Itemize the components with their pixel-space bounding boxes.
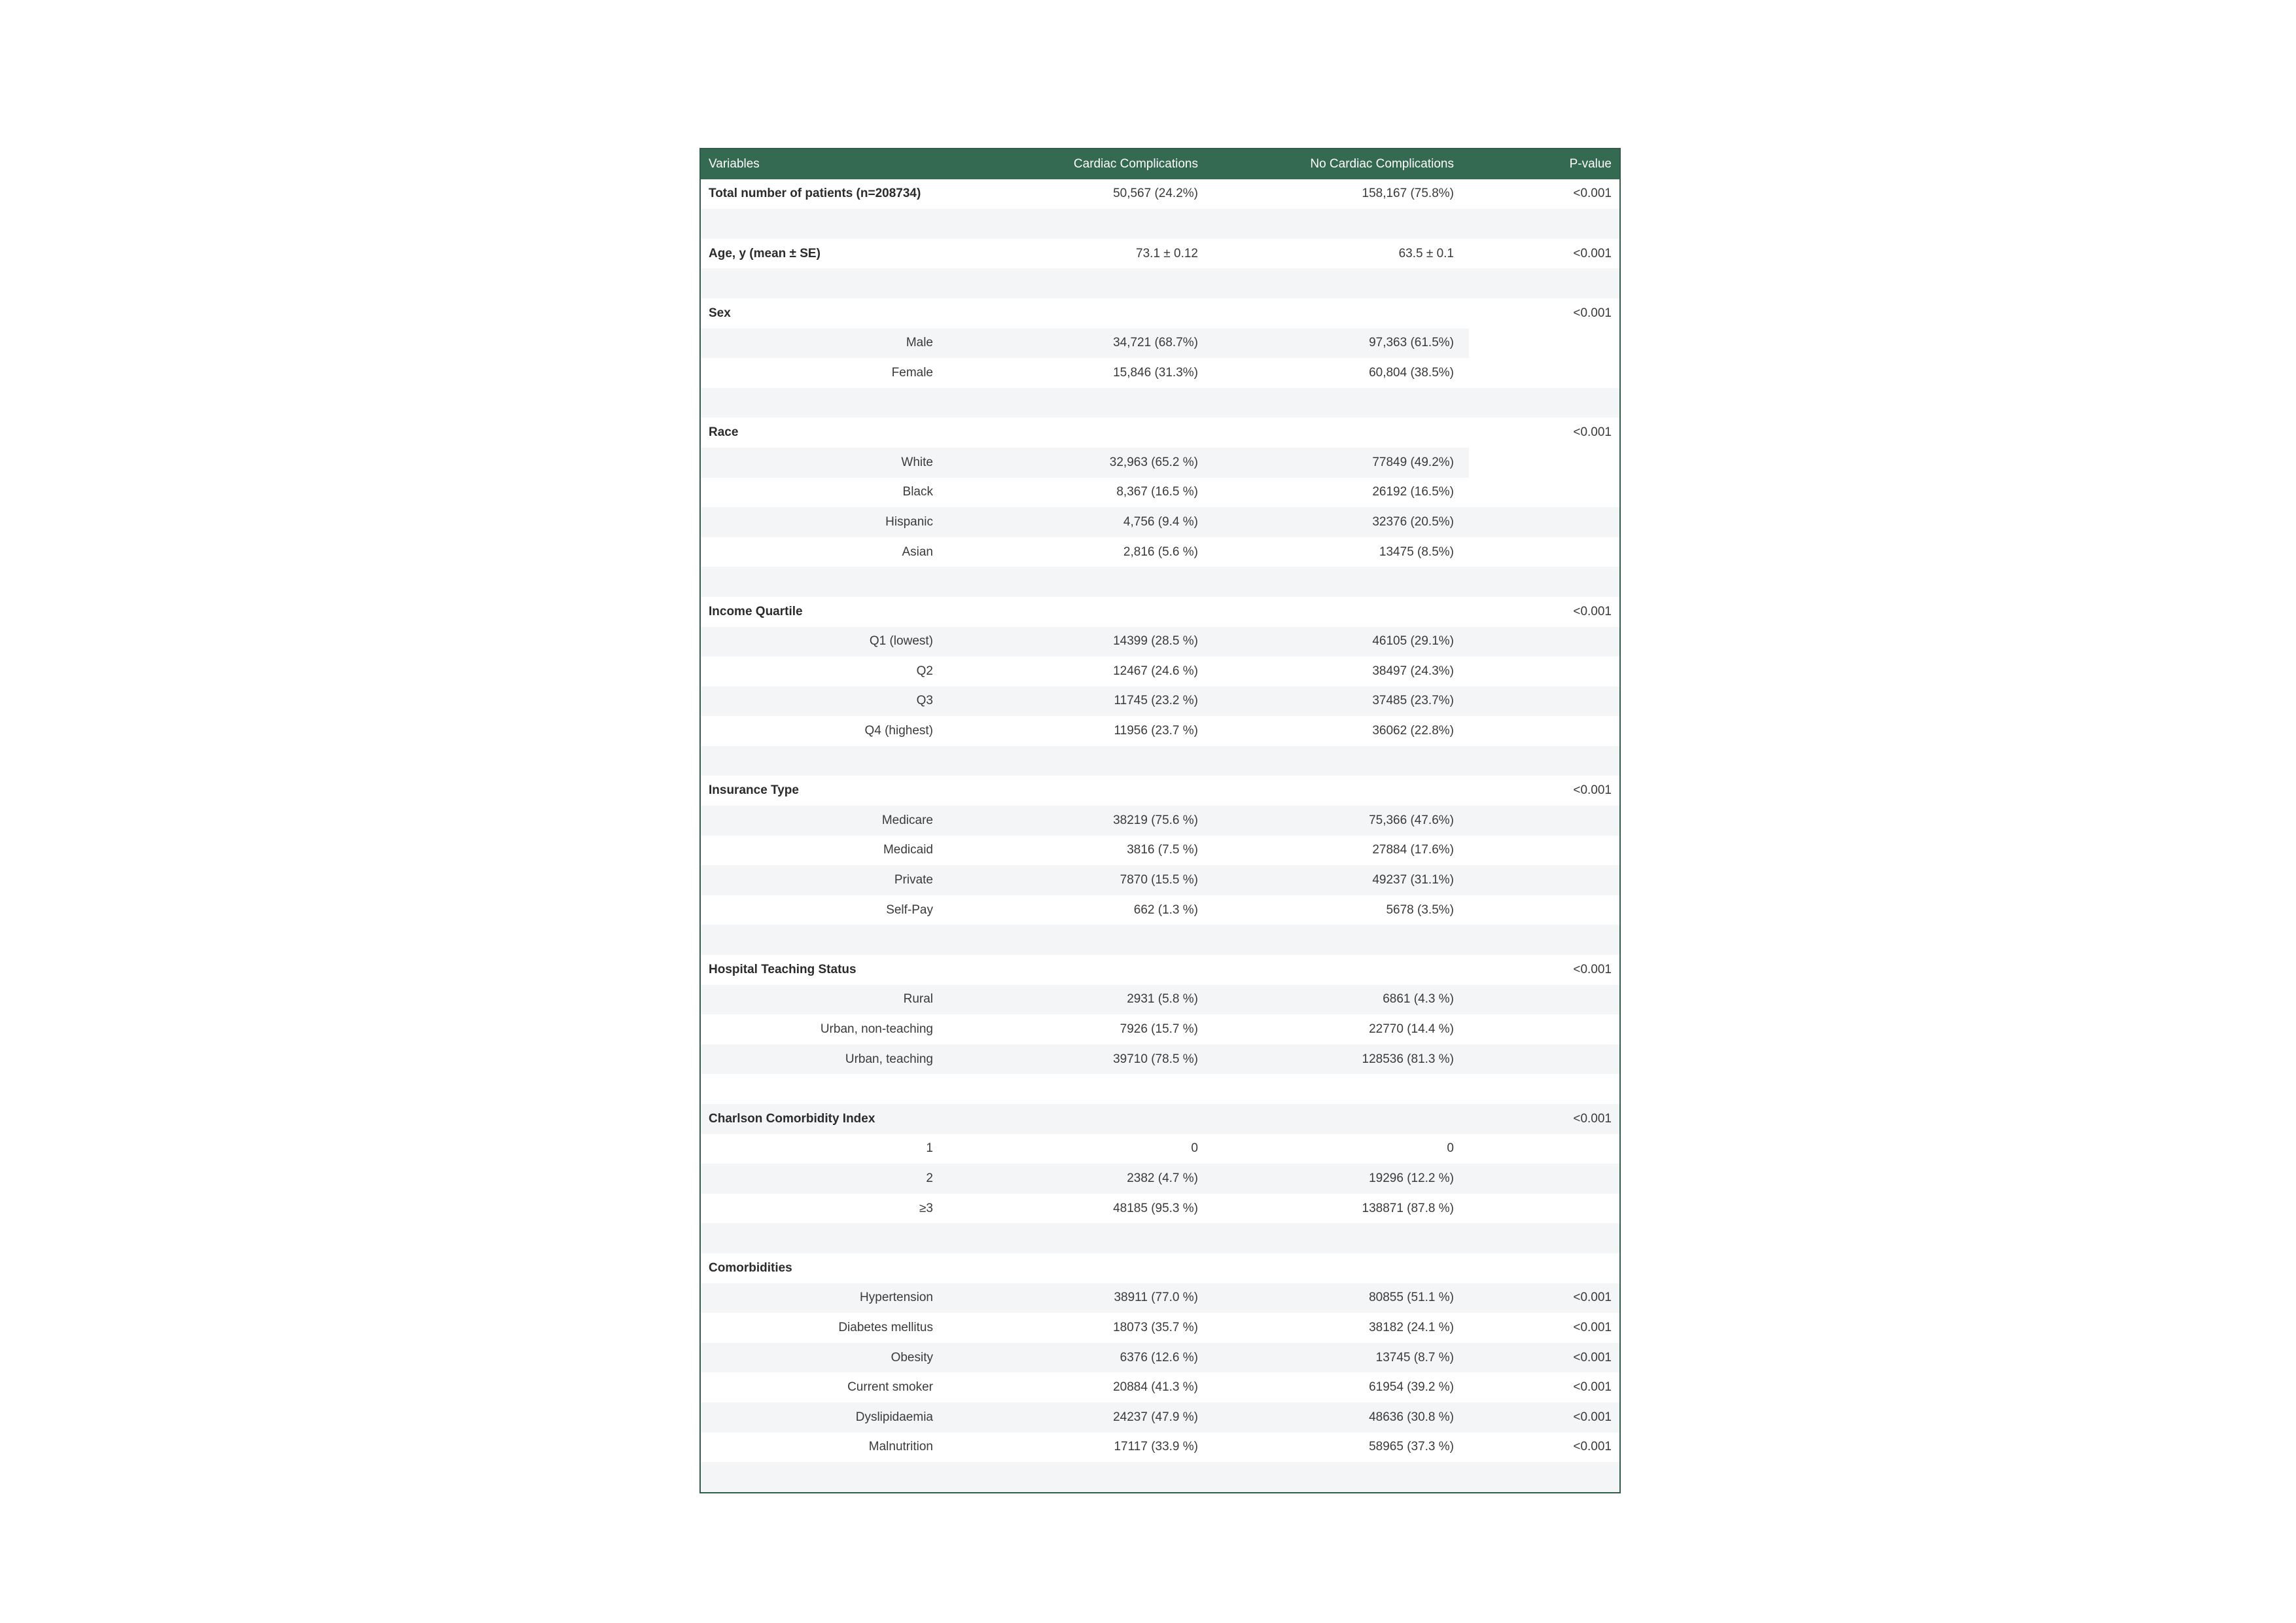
spacer-row xyxy=(701,209,1619,239)
section-row xyxy=(701,597,1619,627)
spacer-row xyxy=(701,1074,1619,1104)
header-p-value: P-value xyxy=(1569,156,1612,171)
p-value: <0.001 xyxy=(1573,246,1612,260)
p-value: <0.001 xyxy=(1573,1440,1612,1454)
no-cardiac-value: 80855 (51.1 %) xyxy=(1369,1291,1454,1305)
cardiac-value: 2931 (5.8 %) xyxy=(1127,992,1198,1007)
variable-label: Q1 (lowest) xyxy=(869,634,933,649)
variable-label: Private xyxy=(894,873,933,887)
table-row xyxy=(701,507,1619,537)
variable-label: 1 xyxy=(926,1141,933,1156)
table-row xyxy=(701,1313,1619,1343)
cardiac-value: 4,756 (9.4 %) xyxy=(1123,514,1198,529)
cardiac-value: 34,721 (68.7%) xyxy=(1113,336,1198,350)
no-cardiac-value: 60,804 (38.5%) xyxy=(1369,365,1454,380)
spacer-row xyxy=(701,1462,1619,1492)
variable-label: Female xyxy=(891,365,933,380)
p-value: <0.001 xyxy=(1573,962,1612,976)
table-row xyxy=(701,656,1619,687)
no-cardiac-value: 38497 (24.3%) xyxy=(1372,664,1454,678)
cardiac-value: 0 xyxy=(1191,1141,1198,1156)
table-header-row xyxy=(701,149,1619,179)
cardiac-value: 50,567 (24.2%) xyxy=(1113,187,1198,201)
cardiac-value: 32,963 (65.2 %) xyxy=(1109,455,1198,469)
no-cardiac-value: 158,167 (75.8%) xyxy=(1362,187,1454,201)
variable-label: Obesity xyxy=(891,1350,933,1364)
cardiac-value: 38219 (75.6 %) xyxy=(1113,813,1198,827)
cardiac-value: 7926 (15.7 %) xyxy=(1120,1022,1198,1037)
cardiac-value: 2382 (4.7 %) xyxy=(1127,1171,1198,1185)
variable-label: Hypertension xyxy=(860,1291,933,1305)
table-row xyxy=(701,1164,1619,1194)
no-cardiac-value: 77849 (49.2%) xyxy=(1372,455,1454,469)
cardiac-value: 17117 (33.9 %) xyxy=(1114,1440,1198,1454)
patient-characteristics-table xyxy=(699,148,1621,1493)
spacer-row xyxy=(701,388,1619,418)
no-cardiac-value: 38182 (24.1 %) xyxy=(1369,1320,1454,1334)
cardiac-value: 20884 (41.3 %) xyxy=(1113,1380,1198,1395)
cardiac-value: 48185 (95.3 %) xyxy=(1113,1201,1198,1215)
cardiac-value: 6376 (12.6 %) xyxy=(1120,1350,1198,1364)
section-label: Total number of patients (n=208734) xyxy=(709,187,921,201)
cardiac-value: 11745 (23.2 %) xyxy=(1114,694,1198,708)
header-cardiac-complications: Cardiac Complications xyxy=(1073,156,1198,171)
table-row xyxy=(701,1014,1619,1044)
cardiac-value: 15,846 (31.3%) xyxy=(1113,365,1198,380)
no-cardiac-value: 5678 (3.5%) xyxy=(1386,902,1454,917)
section-label: Hospital Teaching Status xyxy=(709,962,857,976)
header-no-cardiac-complications: No Cardiac Complications xyxy=(1310,156,1454,171)
section-label: Age, y (mean ± SE) xyxy=(709,246,821,260)
no-cardiac-value: 63.5 ± 0.1 xyxy=(1398,246,1454,260)
section-row xyxy=(701,955,1619,985)
variable-label: Black xyxy=(902,485,933,499)
table-row xyxy=(701,865,1619,895)
spacer-row xyxy=(701,925,1619,955)
p-value: <0.001 xyxy=(1573,604,1612,618)
cardiac-value: 8,367 (16.5 %) xyxy=(1116,485,1198,499)
variable-label: Hispanic xyxy=(885,514,933,529)
p-value: <0.001 xyxy=(1573,425,1612,440)
table-row xyxy=(701,895,1619,925)
section-row xyxy=(701,239,1619,269)
no-cardiac-value: 37485 (23.7%) xyxy=(1372,694,1454,708)
section-label: Insurance Type xyxy=(709,783,799,798)
table-row xyxy=(701,1343,1619,1373)
variable-label: Urban, non-teaching xyxy=(820,1022,933,1037)
cardiac-value: 662 (1.3 %) xyxy=(1133,902,1198,917)
no-cardiac-value: 13475 (8.5%) xyxy=(1379,544,1454,559)
cardiac-value: 14399 (28.5 %) xyxy=(1113,634,1198,649)
no-cardiac-value: 36062 (22.8%) xyxy=(1372,724,1454,738)
variable-label: Urban, teaching xyxy=(845,1052,933,1066)
cardiac-value: 7870 (15.5 %) xyxy=(1120,873,1198,887)
no-cardiac-value: 128536 (81.3 %) xyxy=(1362,1052,1454,1066)
p-value: <0.001 xyxy=(1573,1350,1612,1364)
cardiac-value: 24237 (47.9 %) xyxy=(1113,1410,1198,1424)
variable-label: Current smoker xyxy=(847,1380,933,1395)
cardiac-value: 2,816 (5.6 %) xyxy=(1123,544,1198,559)
cardiac-value: 11956 (23.7 %) xyxy=(1114,724,1198,738)
no-cardiac-value: 13745 (8.7 %) xyxy=(1375,1350,1454,1364)
table-row xyxy=(701,329,1619,359)
cardiac-value: 73.1 ± 0.12 xyxy=(1136,246,1198,260)
p-value: <0.001 xyxy=(1573,1320,1612,1334)
cardiac-value: 39710 (78.5 %) xyxy=(1113,1052,1198,1066)
cardiac-value: 38911 (77.0 %) xyxy=(1114,1291,1198,1305)
section-label: Charlson Comorbidity Index xyxy=(709,1111,875,1126)
no-cardiac-value: 32376 (20.5%) xyxy=(1372,514,1454,529)
spacer-row xyxy=(701,746,1619,776)
spacer-row xyxy=(701,567,1619,597)
table-row xyxy=(701,1402,1619,1433)
variable-label: Medicaid xyxy=(883,843,933,857)
no-cardiac-value: 138871 (87.8 %) xyxy=(1362,1201,1454,1215)
table-row xyxy=(701,358,1619,388)
no-cardiac-value: 97,363 (61.5%) xyxy=(1369,336,1454,350)
variable-label: Male xyxy=(906,336,933,350)
variable-label: Malnutrition xyxy=(868,1440,933,1454)
table-row xyxy=(701,1194,1619,1224)
cardiac-value: 12467 (24.6 %) xyxy=(1113,664,1198,678)
table-row xyxy=(701,448,1619,478)
p-value: <0.001 xyxy=(1573,783,1612,798)
p-value: <0.001 xyxy=(1573,1410,1612,1424)
table-row xyxy=(701,537,1619,567)
section-label: Comorbidities xyxy=(709,1260,792,1275)
table-row xyxy=(701,1044,1619,1075)
no-cardiac-value: 46105 (29.1%) xyxy=(1372,634,1454,649)
variable-label: Q2 xyxy=(916,664,933,678)
section-label: Income Quartile xyxy=(709,604,803,618)
no-cardiac-value: 22770 (14.4 %) xyxy=(1369,1022,1454,1037)
p-value: <0.001 xyxy=(1573,1111,1612,1126)
cardiac-value: 3816 (7.5 %) xyxy=(1127,843,1198,857)
table-row xyxy=(701,478,1619,508)
variable-label: Q4 (highest) xyxy=(864,724,933,738)
table-row xyxy=(701,627,1619,657)
variable-label: Q3 xyxy=(916,694,933,708)
spacer-row xyxy=(701,268,1619,298)
no-cardiac-value: 48636 (30.8 %) xyxy=(1369,1410,1454,1424)
variable-label: Medicare xyxy=(881,813,933,827)
table-body xyxy=(701,179,1619,1492)
variable-label: Diabetes mellitus xyxy=(838,1320,933,1334)
section-row xyxy=(701,1104,1619,1134)
no-cardiac-value: 0 xyxy=(1447,1141,1454,1156)
no-cardiac-value: 19296 (12.2 %) xyxy=(1369,1171,1454,1185)
variable-label: Rural xyxy=(903,992,933,1007)
no-cardiac-value: 49237 (31.1%) xyxy=(1372,873,1454,887)
variable-label: White xyxy=(901,455,933,469)
table-row xyxy=(701,985,1619,1015)
table-row xyxy=(701,716,1619,746)
no-cardiac-value: 75,366 (47.6%) xyxy=(1369,813,1454,827)
spacer-row xyxy=(701,1223,1619,1253)
variable-label: 2 xyxy=(926,1171,933,1185)
section-row xyxy=(701,298,1619,329)
variable-label: ≥3 xyxy=(919,1201,933,1215)
section-row xyxy=(701,418,1619,448)
cardiac-value: 18073 (35.7 %) xyxy=(1113,1320,1198,1334)
table-row xyxy=(701,806,1619,836)
section-row xyxy=(701,179,1619,209)
section-label: Sex xyxy=(709,306,731,320)
no-cardiac-value: 58965 (37.3 %) xyxy=(1369,1440,1454,1454)
p-value: <0.001 xyxy=(1573,1291,1612,1305)
p-value: <0.001 xyxy=(1573,306,1612,320)
table-row xyxy=(701,1372,1619,1402)
table-row xyxy=(701,1283,1619,1313)
section-row xyxy=(701,1253,1619,1283)
header-variables: Variables xyxy=(709,156,760,171)
no-cardiac-value: 27884 (17.6%) xyxy=(1372,843,1454,857)
no-cardiac-value: 61954 (39.2 %) xyxy=(1369,1380,1454,1395)
variable-label: Self-Pay xyxy=(886,902,933,917)
no-cardiac-value: 26192 (16.5%) xyxy=(1372,485,1454,499)
p-value: <0.001 xyxy=(1573,1380,1612,1395)
p-value: <0.001 xyxy=(1573,187,1612,201)
table-row xyxy=(701,687,1619,717)
table-row xyxy=(701,1433,1619,1463)
no-cardiac-value: 6861 (4.3 %) xyxy=(1383,992,1454,1007)
variable-label: Asian xyxy=(902,544,933,559)
table-row xyxy=(701,836,1619,866)
section-row xyxy=(701,776,1619,806)
table-row xyxy=(701,1134,1619,1164)
variable-label: Dyslipidaemia xyxy=(855,1410,933,1424)
section-label: Race xyxy=(709,425,739,440)
